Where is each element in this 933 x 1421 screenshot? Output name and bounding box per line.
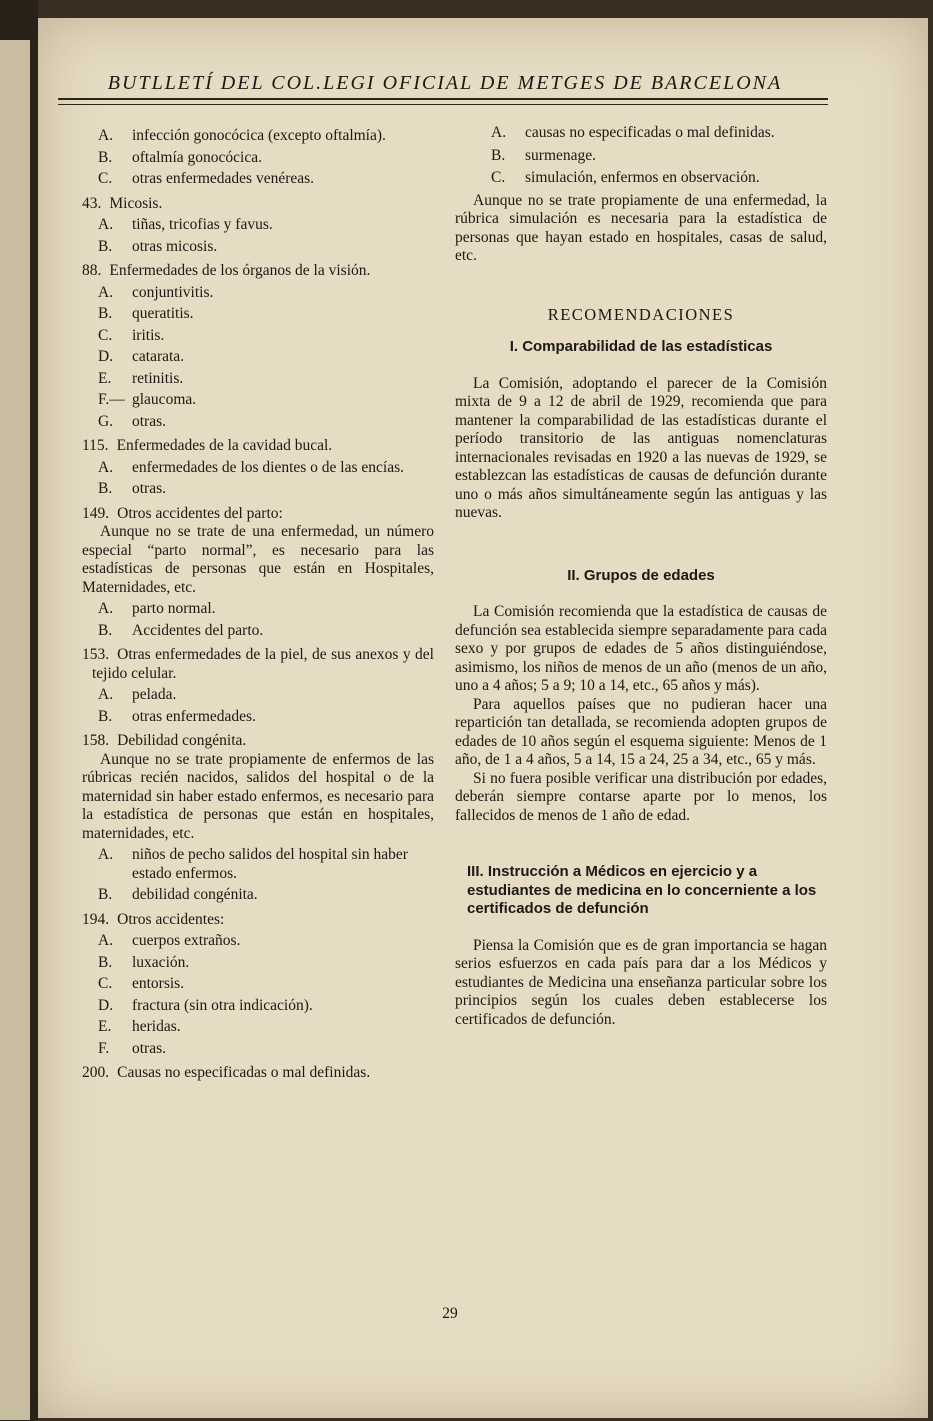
entry-number: 115. bbox=[82, 437, 109, 454]
entry-text: Debilidad congénita. bbox=[117, 732, 247, 749]
item-text: iritis. bbox=[132, 326, 165, 344]
item-text: otras micosis. bbox=[132, 237, 218, 255]
recommendations-title: RECOMENDACIONES bbox=[547, 304, 735, 324]
item-letter: F.— bbox=[98, 391, 125, 408]
right-column bbox=[455, 124, 827, 1029]
item-text: niños de pecho salidos del hospital sin haber estado enfermos. bbox=[132, 846, 408, 882]
numbered-entry bbox=[62, 437, 434, 456]
item-text: cuerpos extraños. bbox=[132, 932, 241, 949]
item-letter: C. bbox=[491, 169, 506, 186]
item-text: pelada. bbox=[132, 686, 177, 703]
item-letter: A. bbox=[98, 686, 114, 703]
item-text: tiñas, tricofias y favus. bbox=[132, 216, 273, 233]
item-text: causas no especificadas o mal definidas. bbox=[525, 124, 775, 141]
item-letter: A. bbox=[98, 216, 114, 233]
list-item bbox=[62, 391, 434, 410]
item-letter: A. bbox=[98, 846, 114, 863]
list-item bbox=[62, 216, 434, 235]
list-item bbox=[62, 975, 434, 994]
list-item bbox=[62, 305, 434, 324]
item-text: oftalmía gonocócica. bbox=[132, 148, 262, 166]
list-item bbox=[62, 238, 434, 257]
item-text: enfermedades de los dientes o de las encías. bbox=[132, 458, 405, 476]
list-item bbox=[62, 954, 434, 973]
item-letter: F. bbox=[98, 1039, 110, 1057]
item-letter: C. bbox=[98, 170, 113, 187]
entry-number: 153. bbox=[82, 646, 110, 663]
paragraph: Para aquellos países que no pudieran hacer una repartición tan detallada, se recomienda adopten grupos de edades de 10 años según el esquema siguiente: Menos de 1 año, de 1 a 4 años, 5 a 14, 15 a 24, 25 a 34, etc., 65 y más. bbox=[455, 695, 827, 768]
list-item bbox=[62, 997, 434, 1016]
item-text: infección gonocócica (excepto oftalmía). bbox=[132, 127, 386, 144]
item-letter: B. bbox=[98, 886, 113, 903]
list-item bbox=[62, 327, 434, 346]
left-column bbox=[62, 124, 434, 1083]
list-item bbox=[62, 886, 434, 905]
item-letter: A. bbox=[491, 124, 507, 141]
page-header: BUTLLETÍ DEL COL.LEGI OFICIAL DE METGES DE BARCELONA bbox=[107, 72, 783, 94]
section-heading: I. Comparabilidad de las estadísticas bbox=[509, 338, 773, 355]
item-letter: G. bbox=[98, 412, 114, 430]
numbered-entry bbox=[62, 911, 434, 930]
item-letter: B. bbox=[98, 953, 113, 971]
numbered-entry bbox=[62, 262, 434, 281]
paragraph: La Comisión, adoptando el parecer de la Comisión mixta de 9 a 12 de abril de 1929, recomienda que para mantener la comparabilidad de las estadísticas durante el período transitorio de las antiguas nomenclaturas internacionales revisadas en 1920 a las nuevas de 1929, se establezcan las estadísticas de causas de defunción durante uno o más años simultáneamente según las antiguas y las nuevas. bbox=[455, 374, 827, 521]
entry-text: Enfermedades de los órganos de la visión. bbox=[109, 262, 371, 279]
item-text: otras enfermedades. bbox=[132, 707, 256, 725]
item-text: parto normal. bbox=[132, 600, 216, 617]
item-text: heridas. bbox=[132, 1018, 181, 1035]
item-letter: A. bbox=[98, 932, 114, 949]
header-rule-thin bbox=[58, 104, 828, 105]
numbered-entry bbox=[62, 1064, 434, 1083]
item-letter: A. bbox=[98, 127, 114, 144]
section-heading: II. Grupos de edades bbox=[567, 566, 715, 584]
item-text: conjuntivitis. bbox=[132, 283, 214, 301]
list-item bbox=[62, 708, 434, 727]
facing-page-edge bbox=[0, 40, 30, 1420]
numbered-entry bbox=[62, 505, 434, 524]
entry-number: 158. bbox=[82, 732, 110, 749]
item-letter: B. bbox=[98, 148, 113, 166]
list-item bbox=[62, 1040, 434, 1059]
item-text: queratitis. bbox=[132, 305, 194, 322]
list-item bbox=[62, 846, 434, 883]
book-gutter bbox=[0, 0, 38, 1421]
item-text: luxación. bbox=[132, 953, 190, 971]
header-rule bbox=[58, 98, 828, 100]
entry-text: Otros accidentes: bbox=[117, 910, 225, 928]
entry-number: 194. bbox=[82, 910, 110, 928]
item-letter: B. bbox=[491, 146, 506, 164]
item-text: debilidad congénita. bbox=[132, 886, 258, 903]
item-text: fractura (sin otra indicación). bbox=[132, 996, 313, 1014]
entry-text: Otras enfermedades de la piel, de sus anexos y del tejido celular. bbox=[92, 646, 434, 682]
item-letter: A. bbox=[98, 600, 114, 617]
item-text: otras enfermedades venéreas. bbox=[132, 170, 315, 187]
list-item bbox=[62, 622, 434, 641]
item-letter: C. bbox=[98, 326, 113, 344]
list-item bbox=[455, 124, 827, 143]
entry-text: Otros accidentes del parto: bbox=[117, 504, 283, 522]
list-item bbox=[62, 480, 434, 499]
paragraph: La Comisión recomienda que la estadística de causas de defunción sea establecida siempre separadamente para cada sexo y por grupos de edades de 5 años distinguiéndose, asimismo, los niños de menos de un año (menos de un año, uno a 4 años; 5 a 9; 10 a 14, etc., 65 años y más). bbox=[455, 603, 827, 694]
item-letter: B. bbox=[98, 237, 113, 255]
list-item bbox=[62, 459, 434, 478]
item-letter: A. bbox=[98, 458, 114, 476]
paragraph: Piensa la Comisión que es de gran importancia se hagan serios esfuerzos en cada país para dar a los Médicos y estudiantes de Medicina una enseñanza particular sobre los principios según los cuales deben establecerse los certificados de defunción. bbox=[455, 936, 827, 1028]
paragraph: Aunque no se trate propiamente de enfermos de las rúbricas recién nacidos, salidos del hospital o de la maternidad sin haber estado enfermos, es necesario para la estadística de personas que están en hospitales, maternidades, etc. bbox=[82, 750, 434, 842]
list-item bbox=[62, 149, 434, 168]
item-letter: B. bbox=[98, 707, 113, 725]
list-item bbox=[455, 147, 827, 166]
entry-text: Micosis. bbox=[109, 194, 163, 212]
list-item bbox=[62, 284, 434, 303]
paragraph: Aunque no se trate propiamente de una enfermedad, la rúbrica simulación es necesaria para la estadística de personas que hayan estado en hospitales, casas de salud, etc. bbox=[455, 191, 827, 264]
section-heading: III. Instrucción a Médicos en ejercicio y a estudiantes de medicina en lo concerniente a los certificados de defunción bbox=[467, 863, 817, 917]
entry-number: 200. bbox=[82, 1064, 110, 1081]
item-letter: D. bbox=[98, 996, 114, 1014]
item-text: otras. bbox=[132, 412, 167, 430]
item-letter: B. bbox=[98, 480, 113, 497]
entry-number: 88. bbox=[82, 262, 102, 279]
entry-number: 149. bbox=[82, 504, 110, 522]
item-letter: C. bbox=[98, 975, 113, 992]
page-number: 29 bbox=[442, 1305, 458, 1322]
item-letter: E. bbox=[98, 369, 112, 387]
item-letter: E. bbox=[98, 1018, 112, 1035]
list-item bbox=[62, 348, 434, 367]
entry-number: 43. bbox=[82, 194, 102, 212]
item-text: surmenage. bbox=[525, 146, 597, 164]
paragraph: Si no fuera posible verificar una distribución por edades, deberán siempre contarse aparte por lo menos, los fallecidos de menos de 1 año de edad. bbox=[455, 769, 827, 824]
list-item bbox=[62, 600, 434, 619]
list-item bbox=[455, 169, 827, 188]
item-text: retinitis. bbox=[132, 369, 184, 387]
numbered-entry bbox=[62, 732, 434, 751]
item-text: otras. bbox=[132, 480, 167, 497]
entry-text: Causas no especificadas o mal definidas. bbox=[117, 1064, 371, 1081]
item-text: catarata. bbox=[132, 348, 185, 365]
list-item bbox=[62, 127, 434, 146]
item-letter: B. bbox=[98, 305, 113, 322]
item-letter: A. bbox=[98, 283, 114, 301]
entry-text: Enfermedades de la cavidad bucal. bbox=[116, 437, 333, 454]
list-item bbox=[62, 686, 434, 705]
item-text: simulación, enfermos en observación. bbox=[525, 169, 760, 186]
list-item bbox=[62, 170, 434, 189]
list-item bbox=[62, 1018, 434, 1037]
paragraph: Aunque no se trate de una enfermedad, un número especial “parto normal”, es necesario para las estadísticas de personas que están en Hospitales, Maternidades, etc. bbox=[82, 523, 434, 596]
list-item bbox=[62, 413, 434, 432]
item-text: glaucoma. bbox=[132, 391, 197, 408]
item-text: otras. bbox=[132, 1039, 167, 1057]
numbered-entry bbox=[62, 195, 434, 214]
numbered-entry bbox=[62, 646, 434, 683]
list-item bbox=[62, 370, 434, 389]
item-text: Accidentes del parto. bbox=[132, 621, 264, 639]
item-letter: D. bbox=[98, 348, 114, 365]
item-letter: B. bbox=[98, 621, 113, 639]
item-text: entorsis. bbox=[132, 975, 185, 992]
list-item bbox=[62, 932, 434, 951]
